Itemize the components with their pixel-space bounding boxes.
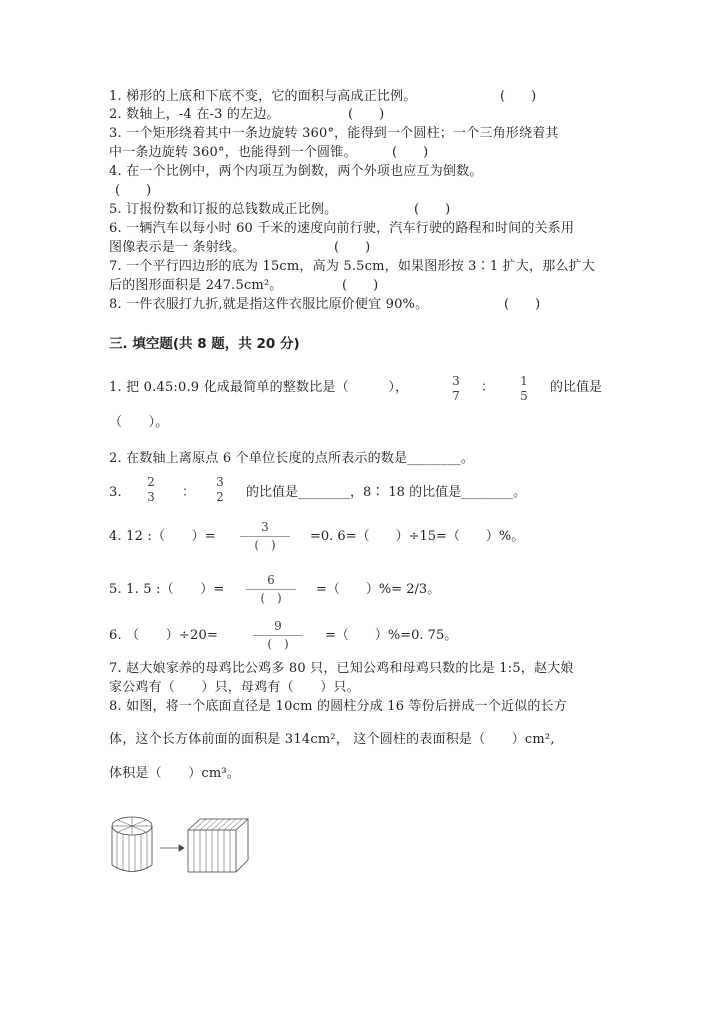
- fraction: 3 2: [216, 475, 224, 504]
- fill-question-3-label: 3.: [109, 485, 122, 500]
- answer-blank: ( ): [504, 297, 541, 312]
- section-heading: 三. 填空题(共 8 题，共 20 分): [109, 336, 300, 352]
- fill-question-2: 2. 在数轴上离原点 6 个单位长度的点所表示的数是________。: [109, 451, 475, 466]
- fraction: 3 7: [452, 374, 460, 403]
- fill-question-6-tail: =（ ）%=0. 75。: [325, 628, 458, 643]
- fill-question-7-line2: 家公鸡有（ ）只，母鸡有（ ）只。: [109, 680, 360, 695]
- answer-blank: ( ): [115, 183, 152, 198]
- question-4: 4. 在一个比例中，两个内项互为倒数，两个外项也应互为倒数。: [109, 164, 483, 179]
- fill-question-8-line2: 体，这个长方体前面的面积是 314cm²， 这个圆柱的表面积是（ ）cm²,: [109, 732, 555, 747]
- question-7-line2: 后的图形面积是 247.5cm²。: [109, 278, 283, 293]
- answer-blank: ( ): [342, 278, 379, 293]
- fill-question-4: 4. 12 :（ ）=: [109, 529, 216, 544]
- fraction: 9 ( ): [253, 619, 303, 652]
- fraction: 3 ( ): [240, 520, 290, 553]
- question-6-line2: 图像表示是一 条射线。: [109, 240, 246, 255]
- cylinder-to-cuboid-figure: [110, 812, 260, 882]
- answer-blank: ( ): [348, 107, 385, 122]
- fraction: 2 3: [147, 475, 155, 504]
- question-6-line1: 6. 一辆汽车以每小时 60 千米的速度向前行驶，汽车行驶的路程和时间的关系用: [109, 221, 575, 236]
- fill-question-6: 6. （ ）÷20=: [109, 628, 219, 643]
- fill-question-3: 的比值是________，8∶ 18 的比值是________。: [246, 485, 527, 500]
- fill-question-1-tail: 的比值是: [550, 380, 603, 395]
- ratio-colon: ：: [481, 380, 495, 395]
- question-3-line1: 3. 一个矩形绕着其中一条边旋转 360°，能得到一个圆柱；一个三角形绕着其: [109, 126, 559, 141]
- fill-question-7-line1: 7. 赵大娘家养的母鸡比公鸡多 80 只，已知公鸡和母鸡只数的比是 1:5，赵大娘: [109, 661, 574, 676]
- fill-question-1: 1. 把 0.45:0.9 化成最简单的整数比是（ ），: [109, 380, 409, 395]
- fill-question-8-line3: 体积是（ ）cm³。: [109, 766, 241, 781]
- answer-blank: ( ): [500, 89, 537, 104]
- answer-blank: ( ): [334, 240, 371, 255]
- cylinder-cuboid-diagram-icon: [110, 812, 260, 878]
- fraction: 1 5: [520, 374, 528, 403]
- fraction: 6 ( ): [246, 573, 296, 606]
- ratio-colon: ：: [182, 485, 196, 500]
- question-1: 1. 梯形的上底和下底不变，它的面积与高成正比例。: [109, 89, 417, 104]
- fill-question-5-tail: =（ ）%= 2/3。: [316, 582, 441, 597]
- fill-question-4-tail: =0. 6=（ ）÷15=（ ）%。: [310, 529, 525, 544]
- question-2: 2. 数轴上，-4 在-3 的左边。: [109, 107, 280, 122]
- question-7-line1: 7. 一个平行四边形的底为 15cm，高为 5.5cm，如果图形按 3∶1 扩大，那么扩大: [109, 259, 596, 274]
- question-5: 5. 订报份数和订报的总钱数成正比例。: [109, 202, 338, 217]
- fill-question-5: 5. 1. 5 :（ ）=: [109, 582, 225, 597]
- question-3-line2: 中一条边旋转 360°，也能得到一个圆锥。: [109, 145, 357, 160]
- answer-blank: ( ): [414, 202, 451, 217]
- answer-blank: ( ): [392, 145, 429, 160]
- question-8: 8. 一件衣服打九折,就是指这件衣服比原价便宜 90%。: [109, 297, 429, 312]
- fill-question-1-line2: （ ）。: [109, 415, 169, 430]
- fill-question-8-line1: 8. 如图，将一个底面直径是 10cm 的圆柱分成 16 等份后拼成一个近似的长方: [109, 699, 567, 714]
